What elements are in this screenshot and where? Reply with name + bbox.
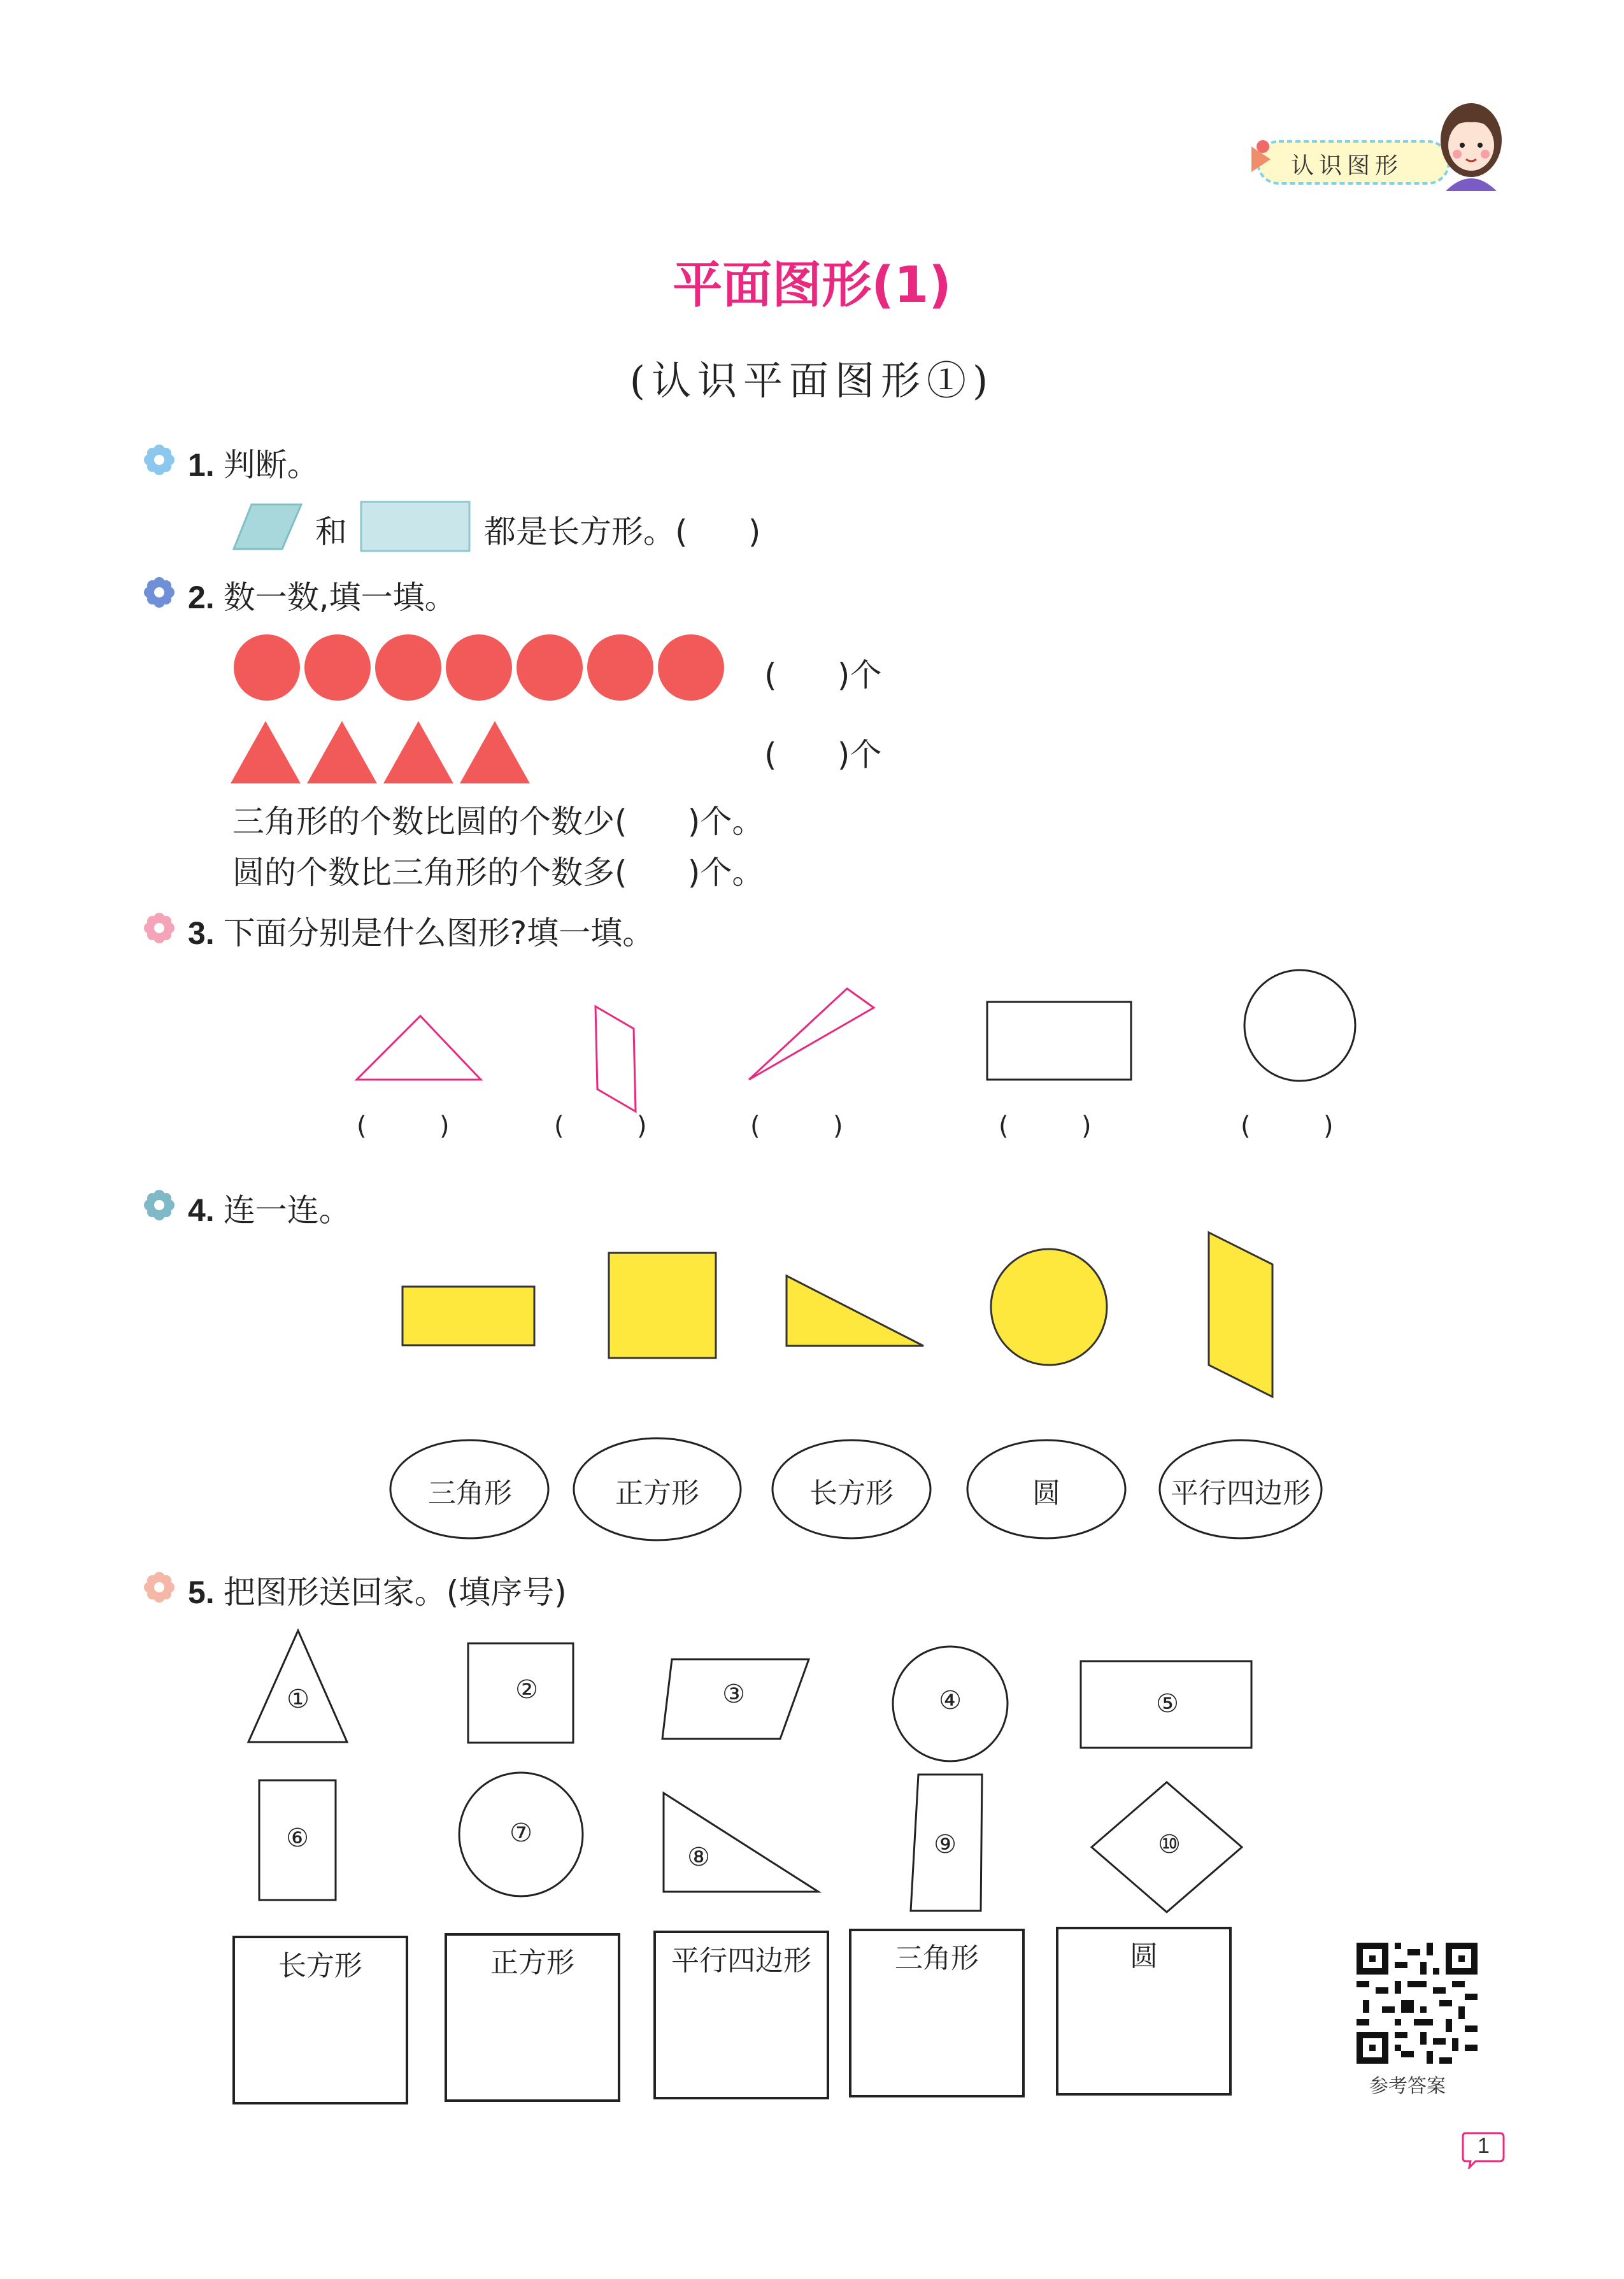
q4-triangle — [787, 1276, 923, 1346]
q5-box-parallelogram[interactable]: 平行四边形 — [671, 1945, 811, 1977]
qr-label: 参考答案 — [1369, 2075, 1446, 2097]
flower-bullet-icon — [143, 1189, 175, 1221]
q1-parallelogram — [232, 503, 303, 551]
red-circle — [234, 634, 300, 701]
q1-and-word: 和 — [315, 513, 347, 550]
red-triangle — [460, 721, 530, 783]
red-triangle — [307, 721, 377, 783]
q5-label-2: ② — [515, 1675, 538, 1704]
q1-statement: 都是长方形。( ) — [484, 513, 761, 550]
red-triangle — [231, 721, 301, 783]
flower-bullet-icon — [143, 444, 175, 476]
q2-triangle-count-blank[interactable]: ( )个 — [764, 736, 882, 773]
red-circle — [516, 634, 583, 701]
q5-label-7: ⑦ — [509, 1818, 532, 1848]
q4-shapes — [395, 1226, 1286, 1404]
q5-shapes — [242, 1624, 1325, 1917]
q3-rectangle — [987, 1002, 1131, 1080]
red-circle — [446, 634, 512, 701]
q2-heading-text: 数一数,填一填。 — [223, 579, 457, 616]
q3-blank-4[interactable]: ( ) — [999, 1111, 1092, 1141]
red-circle — [587, 634, 653, 701]
q5-box-circle[interactable]: 圆 — [1130, 1940, 1158, 1973]
q3-heading — [188, 908, 654, 954]
q3-heading-text: 下面分别是什么图形?填一填。 — [223, 915, 655, 952]
q4-parallelogram — [1209, 1232, 1272, 1397]
q3-triangle — [357, 1016, 481, 1080]
q4-number: 4. — [188, 1192, 215, 1228]
q4-heading — [188, 1185, 351, 1231]
q1-heading — [188, 439, 319, 485]
q2-circles-row — [232, 633, 736, 703]
q5-label-8: ⑧ — [687, 1843, 710, 1872]
q2-triangles-row — [231, 720, 530, 787]
page-number: 1 — [1478, 2134, 1490, 2158]
girl-illustration-icon — [1433, 96, 1509, 191]
flower-bullet-icon — [143, 912, 175, 944]
q5-label-3: ③ — [722, 1680, 745, 1709]
q3-blank-2[interactable]: ( ) — [554, 1111, 647, 1141]
q5-label-5: ⑤ — [1156, 1689, 1179, 1718]
q4-square — [609, 1253, 716, 1358]
red-circle — [375, 634, 441, 701]
q3-shapes — [344, 962, 1363, 1121]
q2-number: 2. — [188, 580, 215, 615]
q4-heading-text: 连一连。 — [223, 1192, 351, 1229]
q4-label-circle[interactable]: 圆 — [1032, 1477, 1060, 1510]
page-subtitle: (认识平面图形①) — [629, 357, 995, 404]
q4-label-triangle[interactable]: 三角形 — [428, 1477, 512, 1510]
q3-number: 3. — [188, 915, 215, 951]
q3-thin-triangle — [749, 989, 874, 1080]
tag-label: 认识图形 — [1291, 153, 1404, 179]
q5-box-rectangle[interactable]: 长方形 — [278, 1950, 362, 1982]
q3-circle — [1244, 970, 1355, 1081]
red-circle — [304, 634, 371, 701]
q4-circle — [991, 1249, 1107, 1365]
q5-label-4: ④ — [939, 1686, 962, 1715]
q2-line2: 圆的个数比三角形的个数多( )个。 — [232, 854, 764, 891]
flower-bullet-icon — [143, 1571, 175, 1603]
q3-blank-3[interactable]: ( ) — [750, 1111, 843, 1141]
q1-rectangle — [360, 501, 471, 553]
q5-heading — [188, 1567, 567, 1613]
q1-number: 1. — [188, 447, 215, 483]
q5-number: 5. — [188, 1575, 215, 1610]
q3-blank-1[interactable]: ( ) — [357, 1111, 450, 1141]
q5-label-10: ⑩ — [1158, 1830, 1181, 1859]
flower-bullet-icon — [143, 576, 175, 608]
red-triangle — [383, 721, 453, 783]
red-circle — [658, 634, 724, 701]
q5-heading-text: 把图形送回家。(填序号) — [223, 1574, 567, 1611]
q5-label-1: ① — [287, 1685, 310, 1714]
q4-label-parallelogram[interactable]: 平行四边形 — [1171, 1477, 1311, 1510]
q4-label-square[interactable]: 正方形 — [615, 1477, 699, 1510]
page-title: 平面图形(1) — [673, 257, 951, 314]
q2-heading — [188, 572, 457, 618]
q5-label-6: ⑥ — [286, 1824, 309, 1853]
q2-line1: 三角形的个数比圆的个数少( )个。 — [232, 803, 764, 840]
q1-heading-text: 判断。 — [223, 447, 319, 483]
q3-blank-5[interactable]: ( ) — [1241, 1111, 1334, 1141]
q3-parallelogram — [595, 1006, 636, 1111]
q4-label-rectangle[interactable]: 长方形 — [809, 1477, 894, 1510]
qr-code-icon[interactable] — [1357, 1943, 1478, 2064]
q4-rectangle — [402, 1287, 534, 1345]
q5-label-9: ⑨ — [934, 1830, 957, 1859]
q5-box-triangle[interactable]: 三角形 — [895, 1942, 979, 1975]
q2-circle-count-blank[interactable]: ( )个 — [764, 657, 882, 694]
q5-box-square[interactable]: 正方形 — [490, 1947, 574, 1979]
